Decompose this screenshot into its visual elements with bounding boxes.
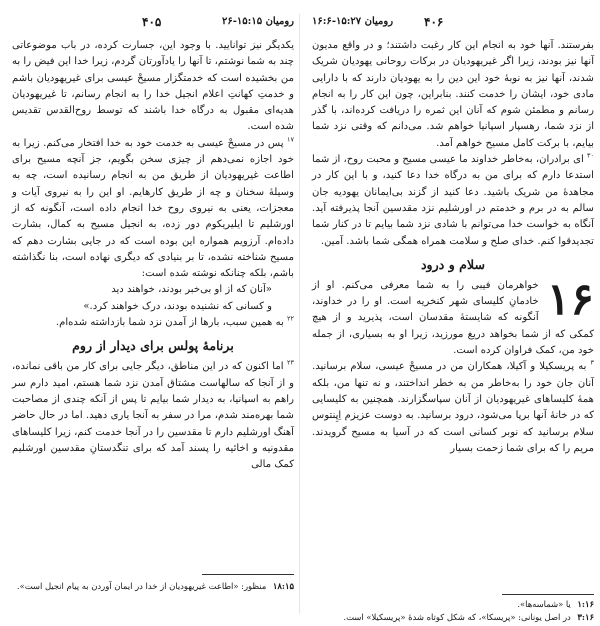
- paragraph: بفرستند. آنها خود به انجام این کار رغبت داشتند؛ و در واقع مدیون آنها نیز بودند، زیرا اگر غیریهودیان در برکات روحانی یهودیان شریک شدند، آنها نیز به نوبهٔ خود این دین را به یهودیان دارند که با دارایی مادی خود، ایشان را خدمت کنند. بنابراین، چون این کار را به انجام رسانم و مطمئن شوم که آنان این ثمره را دریافت کرده‌اند، با گذر از نزد شما، رهسپار اسپانیا خواهم شد. می‌دانم که وقتی نزد شما بیایم، با برکت کامل مسیح خواهم آمد.: [312, 40, 594, 149]
- footnote: ۳:۱۶ در اصل یونانی: «پریسکا»، که شکل کوتاه شدهٔ «پریسکیلا» است.: [343, 611, 594, 622]
- footnote-reference: ۱:۱۶: [577, 599, 594, 609]
- left-page: [12, 0, 294, 626]
- section-heading: سلام و درود: [420, 256, 486, 272]
- paragraph: یکدیگر نیز توانایید. با وجود این، جسارت کرده، در باب موضوعاتی چند به شما نوشتم، تا آنها را یادآورتان گردم، زیرا خدا این فیض را به من بخشیده است که خدمتگزار مسیحْ عیسی برای غیریهودیان باشم و خدمتِ کهانتِ اعلام انجیل خدا را به انجام رسانم، تا غیریهودیان هدیه‌ای مقبول به درگاه خدا باشند که توسط روح‌القدس تقدیس شده است.: [12, 40, 294, 133]
- footnote-divider: [202, 574, 294, 575]
- verse-number: ۲۲: [287, 314, 294, 323]
- paragraph: $^{۳۰}$ ای برادران، به‌خاطر خداوند ما عیسی مسیح و محبت روح، از شما استدعا دارم که برای من به درگاه خدا دعا کنید، و با این کار در مجاهدهٔ من شریک باشید. دعا کنید از گزند بی‌ایمانان یهودیه جان سالم به در برم و خدمتم در اورشلیم نزد مقدسین آنجا پذیرفته آید. آنگاه به خواست خدا می‌توانم با شادی نزد شما بیایم تا در کنار شما تجدیدقوا کنم. خدای صلح و سلامت همراه همگی شما باشد. آمین.: [312, 151, 594, 247]
- paragraph: $^{۲۲}$ به همین سبب، بارها از آمدن نزد شما بازداشته شده‌ام.: [55, 314, 294, 329]
- footnote: ۱:۱۶ یا «شماسه‌ها».: [517, 599, 594, 609]
- footnote: ۱۸:۱۵ منظور: «اطاعت غیریهودیان از خدا در ایمان آوردن به پیام انجیل است».: [16, 581, 294, 591]
- chapter-reference: [312, 13, 393, 31]
- chapter-reference: [222, 13, 294, 31]
- left-body-text: [12, 38, 294, 473]
- paragraph: $^{۲۳}$ اما اکنون که در این مناطق، دیگر جایی برای کار من باقی نمانده، و از آنجا که سالهاست مشتاق آمدن نزد شما هستم، امید دارم سر راهم به اسپانیا، به دیدار شما بیایم تا پس از آنکه چندی از مصاحبت شما بهره‌مند شدم، مرا در سفر به آنجا یاری دهید. اما در حال حاضر آهنگ اورشلیم دارم تا مقدسین را در آنجا خدمت کنم، زیرا کلیساهای مقدونیه و اخائیه را پسند آمد که برای تنگدستانِ مقدسین اورشلیم کمک مالی: [12, 358, 294, 471]
- verse-number: ۳: [590, 358, 595, 367]
- verse-number: ۳۰: [587, 151, 594, 160]
- footnotes: [12, 580, 294, 593]
- footnotes: [312, 598, 594, 623]
- right-page: [312, 0, 594, 626]
- running-head: [312, 13, 594, 31]
- page-number: ۴۰۶: [424, 15, 444, 29]
- verse-number: ۲۳: [287, 358, 294, 367]
- right-body-text: [312, 38, 594, 457]
- footnote-reference: ۳:۱۶: [577, 611, 594, 622]
- paragraph: $^۳$ به پریسکیلا و آکیلا، همکاران من در مسیحْ عیسی، سلام برسانید. آنان جان خود را به‌خاطر من به خطر انداختند، و نه تنها من، بلکه همهٔ کلیساهای غیریهودیان از آنان سپاسگزارند. همچنین به کلیسایی که در خانهٔ آنها برپا می‌شود، درود برسانید. به دوست عزیزم اِپِنتوس سلام برسانید که نوبر کسانی است که در آسیا به مسیح گرویدند. مریم را که برای شما زحمت بسیار: [312, 358, 595, 454]
- quote-line: و کسانی که نشنیده بودند، درک خواهند کرد.»: [83, 300, 272, 312]
- footnote-reference: ۱۸:۱۵: [272, 581, 294, 591]
- running-head: [12, 13, 294, 31]
- verse-range: ۱۵:۱۵-۲۶: [221, 16, 263, 27]
- chapter-number: ۱۶: [546, 273, 594, 325]
- book-name: رومیان: [364, 16, 394, 27]
- section-heading: برنامهٔ پولس برای دیدار از روم: [72, 338, 234, 354]
- page-number: ۴۰۵: [142, 15, 162, 29]
- paragraph: $^{۱۷}$ پس در مسیحْ عیسی به خدمت خود به خدا افتخار می‌کنم. زیرا به خود اجازه نمی‌دهم از چیزی سخن بگویم، جز آنچه مسیح برای اطاعت غیریهودیان از طریق من به انجام رسانیده است، چه به وسیلهٔ سخنان و چه از طریق کارهایم. او این را به نیروی آیات و معجزات، یعنی به نیروی روح خدا انجام داده است، آنگونه که از اورشلیم تا ایلیریکوم دور زده، به انجیل مسیح به کمال، بشارت داده‌ام. آرزویم همواره این بوده است که در جایی بشارت دهم که مسیح شناخته نشده، تا بر بنیادی که دیگری نهاده است، بنا نگذاشته باشم، بلکه چنانکه نوشته شده است:: [12, 135, 294, 280]
- verse-number: ۱۷: [287, 135, 294, 144]
- book-name: رومیان: [265, 16, 294, 27]
- paragraph: ۱۶ خواهرمان فیبی را به شما معرفی می‌کنم. او از خادمانِ کلیسای شهر کنخریه است. او را در خداوند، آنگونه که شایستهٔ مقدسان است، پذیرید و از هیچ کمکی که از شما بخواهد دریغ مورزید، زیرا او به بسیاری، از جمله خود من، کمک فراوان کرده است.: [312, 273, 594, 357]
- verse-range: ۱۵:۲۷-۱۶:۶: [312, 16, 362, 27]
- quote-line: «آنان که از او بی‌خبر بودند، خواهند دید: [111, 284, 272, 296]
- page-gutter: [299, 14, 300, 614]
- footnote-divider: [502, 594, 594, 595]
